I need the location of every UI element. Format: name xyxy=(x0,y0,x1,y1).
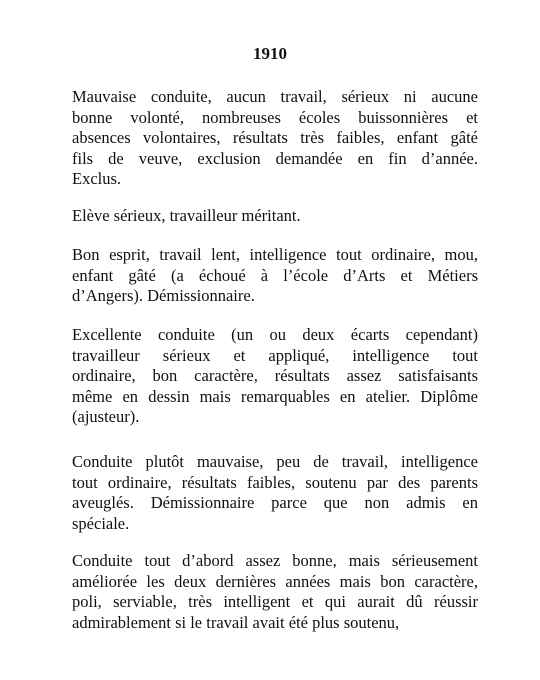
paragraph-2 xyxy=(72,206,478,227)
paragraph-4 xyxy=(72,325,478,428)
paragraph-line: Elève sérieux, travailleur méritant. xyxy=(72,206,301,225)
paragraph-line: même en dessin mais remarquables en atelier. Diplôme xyxy=(72,386,478,406)
paragraph-line: admirablement si le travail avait été plus soutenu, xyxy=(72,612,400,632)
paragraph-line: bonne volonté, nombreuses écoles buissonnières et xyxy=(72,107,478,127)
paragraph-line: enfant gâté (a échoué à l’école d’Arts et Métiers xyxy=(72,265,478,285)
paragraph-6 xyxy=(72,551,478,633)
paragraph-line: travailleur sérieux et appliqué, intelligence tout xyxy=(72,345,478,365)
paragraph-line: Bon esprit, travail lent, intelligence tout ordinaire, mou, xyxy=(72,245,478,264)
paragraph-line: Exclus. xyxy=(72,169,122,188)
paragraph-line: Excellente conduite (un ou deux écarts cependant) xyxy=(72,325,478,344)
paragraph-line: d’Angers). Démissionnaire. xyxy=(72,286,255,305)
paragraph-line: absences volontaires, résultats très faibles, enfant gâté xyxy=(72,128,478,147)
paragraph-line: aveuglés. Démissionnaire parce que non admis en xyxy=(72,493,478,512)
paragraph-5 xyxy=(72,452,478,534)
paragraph-line: poli, serviable, très intelligent et qui aurait dû réussir xyxy=(72,592,478,611)
paragraph-3 xyxy=(72,245,478,307)
paragraph-line: tout ordinaire, résultats faibles, soutenu par des parents xyxy=(72,472,478,492)
year-heading: 1910 xyxy=(253,44,287,63)
paragraph-line: ordinaire, bon caractère, résultats assez satisfaisants xyxy=(72,366,478,385)
paragraph-line: Mauvaise conduite, aucun travail, sérieux ni aucune xyxy=(72,87,478,106)
paragraph-1 xyxy=(72,87,478,190)
paragraph-line: (ajusteur). xyxy=(72,407,140,426)
paragraph-line: fils de veuve, exclusion demandée en fin d’année. xyxy=(72,148,478,168)
paragraph-line: spéciale. xyxy=(72,513,130,533)
paragraph-line: Conduite tout d’abord assez bonne, mais sérieusement xyxy=(72,551,478,570)
paragraph-line: améliorée les deux dernières années mais bon caractère, xyxy=(72,571,478,591)
paragraph-line: Conduite plutôt mauvaise, peu de travail, intelligence xyxy=(72,452,478,471)
